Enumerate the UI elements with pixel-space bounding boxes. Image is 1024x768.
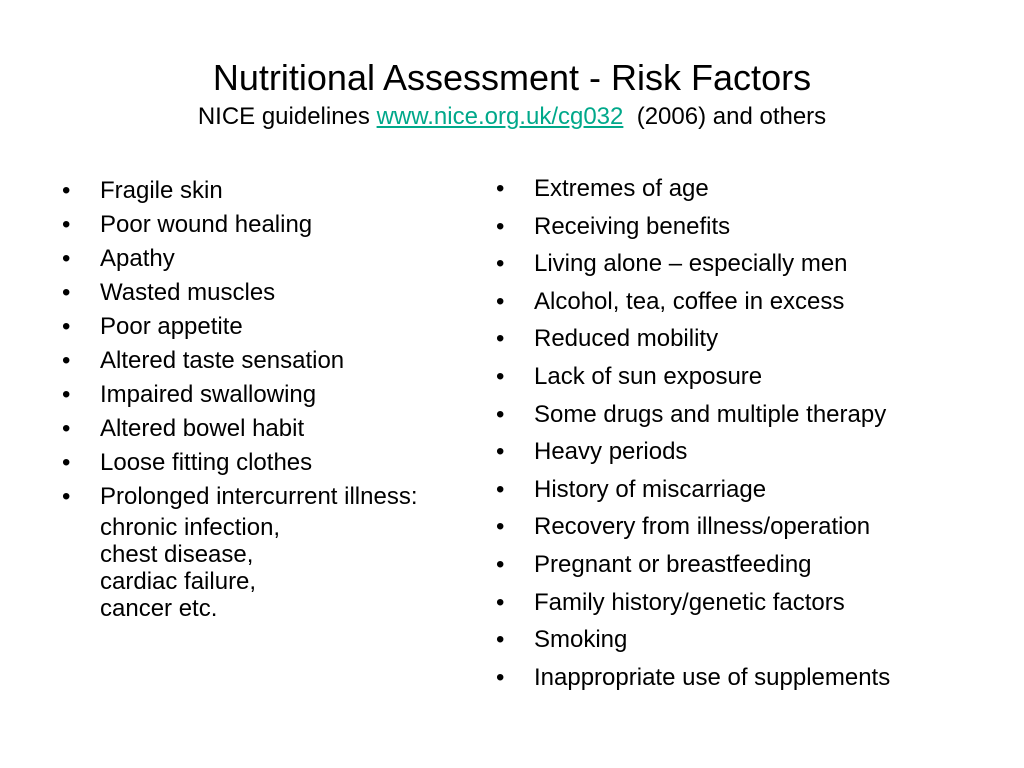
bullet: • (496, 175, 505, 202)
list-item (496, 546, 996, 584)
list-item-text: Family history/genetic factors (534, 588, 845, 616)
list-item (62, 378, 492, 412)
bullet: • (496, 588, 505, 616)
bullet: • (62, 245, 71, 272)
list-item-text: Apathy (100, 245, 175, 272)
list-item-text: Poor wound healing (100, 211, 313, 238)
bullet: • (496, 475, 505, 503)
illness-example: chest disease, (100, 541, 254, 568)
list-item-text: Pregnant or breastfeeding (534, 550, 812, 578)
bullet: • (496, 400, 505, 428)
bullet: • (62, 279, 71, 306)
bullet: • (62, 483, 71, 510)
list-item (62, 446, 492, 480)
bullet: • (496, 550, 505, 578)
list-item (496, 621, 996, 659)
list-item (62, 412, 492, 446)
bullet: • (62, 313, 71, 340)
nice-guidelines-link[interactable]: www.nice.org.uk/cg032 (376, 103, 624, 130)
list-item-text: Alcohol, tea, coffee in excess (534, 287, 845, 315)
illness-example: chronic infection, (100, 514, 281, 541)
list-item-text: Heavy periods (534, 438, 688, 466)
list-item-text: Altered taste sensation (100, 347, 345, 374)
bullet: • (62, 415, 71, 442)
list-item (496, 433, 996, 471)
bullet: • (496, 325, 505, 353)
bullet: • (496, 250, 505, 278)
list-item (496, 358, 996, 396)
bullet: • (62, 381, 71, 408)
slide-title: Nutritional Assessment - Risk Factors (212, 57, 812, 98)
list-item-text: Altered bowel habit (100, 415, 305, 442)
right-risk-factor-list (496, 170, 996, 696)
list-item (496, 471, 996, 509)
subtitle-suffix: (2006) and others (636, 103, 827, 130)
list-item (62, 344, 492, 378)
bullet: • (496, 513, 505, 541)
list-item (62, 174, 492, 208)
list-item-text: Inappropriate use of supplements (534, 663, 891, 691)
list-item-text: Smoking (534, 626, 628, 654)
list-item-text: History of miscarriage (534, 475, 767, 503)
list-item-text: Living alone – especially men (534, 250, 848, 278)
slide-subtitle (0, 102, 1024, 132)
list-item-text: Impaired swallowing (100, 381, 317, 408)
list-item (62, 276, 492, 310)
bullet: • (62, 177, 71, 204)
list-item (496, 320, 996, 358)
list-item-text: Receiving benefits (534, 212, 731, 240)
bullet: • (496, 212, 505, 240)
list-item (496, 245, 996, 283)
list-item-text: Some drugs and multiple therapy (534, 400, 887, 428)
list-item (62, 242, 492, 276)
left-risk-factor-list (62, 174, 492, 622)
list-item (496, 170, 996, 208)
list-item-text: Loose fitting clothes (100, 449, 313, 476)
illness-example: cancer etc. (100, 595, 218, 622)
list-item-text: Lack of sun exposure (534, 362, 763, 390)
bullet: • (496, 287, 505, 315)
bullet: • (496, 626, 505, 654)
bullet: • (62, 449, 71, 476)
list-item (496, 508, 996, 546)
list-item-text: Extremes of age (534, 175, 709, 202)
title-block (0, 56, 1024, 132)
bullet: • (496, 663, 505, 691)
list-item-text: Wasted muscles (100, 279, 276, 306)
illness-example: cardiac failure, (100, 568, 257, 595)
list-item (62, 208, 492, 242)
list-item (62, 310, 492, 344)
list-item (496, 396, 996, 434)
bullet: • (62, 211, 71, 238)
list-item-text: Fragile skin (100, 177, 223, 204)
list-item-text: Recovery from illness/operation (534, 513, 871, 541)
bullet: • (496, 362, 505, 390)
list-item (496, 208, 996, 246)
list-item (496, 659, 996, 697)
subtitle-prefix: NICE guidelines (197, 103, 370, 130)
list-item-illness (62, 480, 492, 622)
list-item-text: Reduced mobility (534, 325, 719, 353)
bullet: • (62, 347, 71, 374)
list-item (496, 584, 996, 622)
list-item (496, 283, 996, 321)
list-item-text: Poor appetite (100, 313, 243, 340)
list-item-text: Prolonged intercurrent illness: (100, 483, 418, 510)
bullet: • (496, 438, 505, 466)
